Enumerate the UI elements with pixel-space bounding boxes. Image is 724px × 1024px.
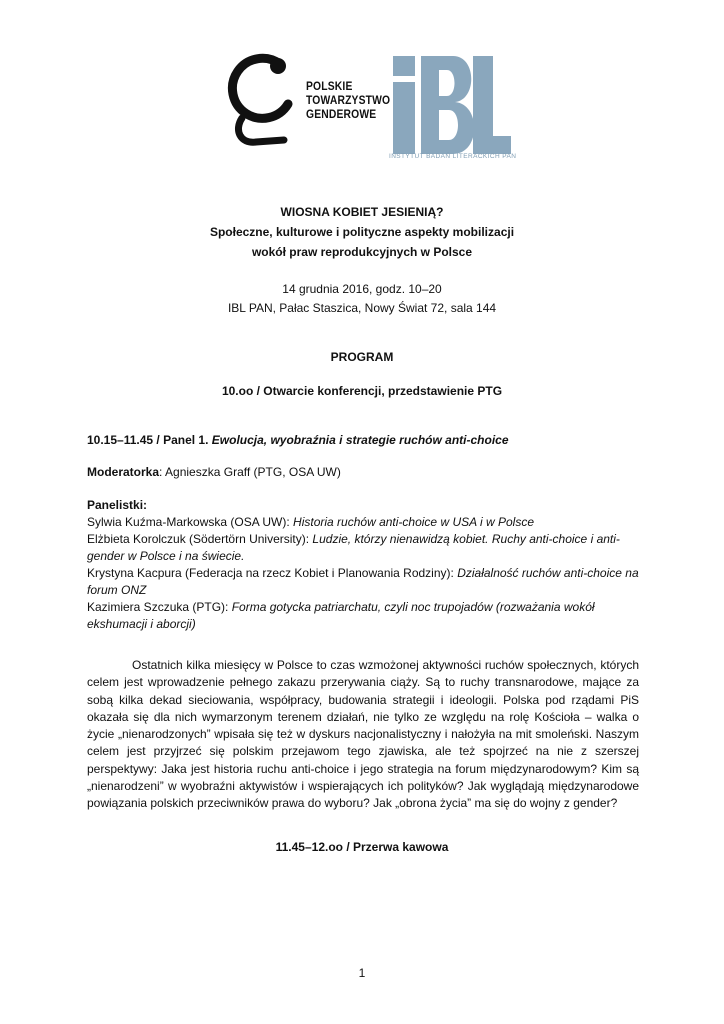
opening-session: 10.oo / Otwarcie konferencji, przedstawienie PTG <box>221 384 503 398</box>
panelist-item <box>87 531 639 565</box>
moderator-name: : Agnieszka Graff (PTG, OSA UW) <box>159 465 341 479</box>
program-heading: PROGRAM <box>330 350 394 364</box>
panel-heading <box>87 432 639 449</box>
moderator-label: Moderatorka <box>87 465 160 479</box>
ptg-symbol-icon <box>226 52 306 148</box>
panelist-item <box>87 565 639 599</box>
ibl-logo <box>389 52 517 164</box>
panelist-name: Sylwia Kuźma-Markowska (OSA UW): <box>87 515 294 529</box>
panelist-name: Kazimiera Szczuka (PTG): <box>87 600 232 614</box>
panel-time: 10.15–11.45 / Panel 1. <box>87 433 209 447</box>
coffee-break: 11.45–12.oo / Przerwa kawowa <box>275 840 449 854</box>
panelist-name: Krystyna Kacpura (Federacja na rzecz Kobiet i Planowania Rodziny): <box>87 566 458 580</box>
ptg-line-1: POLSKIE <box>306 79 353 93</box>
ptg-logo <box>226 52 391 148</box>
page-number: 1 <box>358 966 366 980</box>
event-venue: IBL PAN, Pałac Staszica, Nowy Świat 72, sala 144 <box>227 301 497 315</box>
ibl-subtitle: INSTYTUT BADAŃ LITERACKICH PAN <box>389 153 517 160</box>
ptg-line-2: TOWARZYSTWO <box>306 93 391 107</box>
event-subtitle-2: wokół praw reprodukcyjnych w Polsce <box>251 245 473 259</box>
panelist-item <box>87 514 639 531</box>
panelist-item <box>87 599 639 633</box>
panelists-list <box>87 514 639 633</box>
panel-description: Ostatnich kilka miesięcy w Polsce to czas wzmożonej aktywności ruchów społecznych, których celem jest wprowadzenie pełnego zakazu przerywania ciąży. Są to ruchy transnarodowe, mające za sobą kilka dekad sieciowania, współpracy, budowania strategii i ideologii. Polska pod rządami PiS okazała się dla nich wymarzonym terenem działań, nie tylko ze względu na rolę Kościoła – walka o życie „nienarodzonych” wpisała się też w dyskurs nacjonalistyczny i nałożyła na mit smoleński. Naszym celem jest przyjrzeć się polskim przejawom tego zjawiska, ale też spojrzeć na nie z szerszej perspektywy: Jaka jest historia ruchu anti-choice i jego strategia na forum międzynarodowym? Kim są „nienarodzeni” w wyobraźni aktywistów i wspierających ich polityków? Jak wyglądają międzynarodowe powiązania polskich przeciwników prawa do wyboru? Jak „obrona życia” ma się do wojny z gender? <box>87 658 639 811</box>
panelist-talk: Forma gotycka patriarchatu, czyli noc trupojadów (rozważania wokół ekshumacji i aborcji) <box>87 600 595 631</box>
panelists-label: Panelistki: <box>87 498 148 512</box>
panelist-talk: Historia ruchów anti-choice w USA i w Polsce <box>293 515 535 529</box>
panel-title: Ewolucja, wyobraźnia i strategie ruchów anti-choice <box>211 433 509 447</box>
panelist-talk: Działalność ruchów anti-choice na forum ONZ <box>87 566 639 597</box>
event-date: 14 grudnia 2016, godz. 10–20 <box>282 282 442 296</box>
panelist-talk: Ludzie, którzy nienawidzą kobiet. Ruchy anti-choice i anti-gender w Polsce i na świecie. <box>87 532 620 563</box>
event-subtitle-1: Społeczne, kulturowe i polityczne aspekty mobilizacji <box>209 225 515 239</box>
ptg-line-3: GENDEROWE <box>306 107 377 121</box>
moderator-line <box>87 464 639 481</box>
panelist-name: Elżbieta Korolczuk (Södertörn University): <box>87 532 313 546</box>
logos-header <box>0 0 724 180</box>
event-title: WIOSNA KOBIET JESIENIĄ? <box>280 205 444 219</box>
